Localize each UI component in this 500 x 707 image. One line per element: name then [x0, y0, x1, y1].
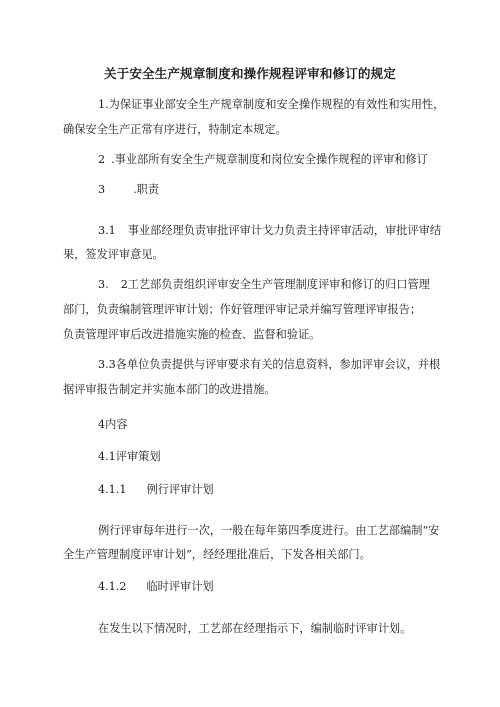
paragraph-3-1-line-2: 果，签发评审意见。 [63, 248, 164, 261]
section-3-text: .职责 [133, 183, 160, 196]
paragraph-3-1-text: 事业部经理负责审批评审计戈力负责主持评审活动，审批评审结 [127, 224, 442, 237]
paragraph-2-text: .事业部所有安全生产规章制度和岗位安全操作规程的评审和修订 [111, 153, 428, 166]
paragraph-2-number: 2 [98, 153, 106, 166]
paragraph-4-1-1-line-1: 例行评审每年进行一次，一般在每年第四季度进行。由工艺部编制“安 [98, 524, 440, 537]
section-3-number: 3 [98, 183, 106, 196]
paragraph-3-1-line-1 [98, 222, 441, 240]
section-4-1-1-heading [98, 481, 214, 499]
section-3-heading [98, 181, 159, 199]
section-4-1-1-number: 4.1.1 [98, 483, 127, 496]
document-title: 关于安全生产规章制度和操作规程评审和修订的规定 [103, 66, 397, 81]
paragraph-1-line-2: 确保安全生产正常有序进行，特制定本规定。 [63, 123, 287, 136]
paragraph-3-2-line-1 [98, 276, 430, 294]
paragraph-2 [98, 151, 428, 169]
section-4-1-2-heading [98, 578, 214, 596]
paragraph-3-3-line-1: 3.3各单位负责提供与评审要求有关的信息资料，参加评审会议，并根 [98, 358, 441, 371]
paragraph-3-1-number: 3.1 [98, 224, 116, 237]
paragraph-4-1-2-line-1: 在发生以下情况时，工艺部在经理指示下，编制临时评审计划。 [98, 622, 412, 635]
section-4-1-heading: 4.1评审策划 [98, 450, 161, 463]
section-4-1-2-text: 临时评审计划 [146, 580, 214, 593]
section-4-1-1-text: 例行评审计划 [146, 483, 214, 496]
paragraph-3-2-line-2: 部门，负责编制管理评审计划；作好管理评审记录并编写管理评审报告； [63, 303, 422, 316]
paragraph-3-2-number: 3. [98, 278, 109, 291]
paragraph-4-1-1-line-2: 全生产管理制度评审计划”，经经理批准后，下发各相关部门。 [63, 548, 371, 561]
paragraph-3-2-text: 2工艺部负责组织评审安全生产管理制度评审和修订的归口管理 [120, 278, 430, 291]
paragraph-1-line-1: 1.为保证事业部安全生产规章制度和安全操作规程的有效性和实用性， [98, 98, 445, 111]
section-4-1-2-number: 4.1.2 [98, 580, 127, 593]
paragraph-3-3-line-2: 据评审报告制定并实施本部门的改进措施。 [63, 383, 276, 396]
section-4-heading: 4内容 [98, 418, 128, 431]
paragraph-3-2-line-3: 负责管理评审后改进措施实施的检查、监督和验证。 [63, 328, 321, 341]
